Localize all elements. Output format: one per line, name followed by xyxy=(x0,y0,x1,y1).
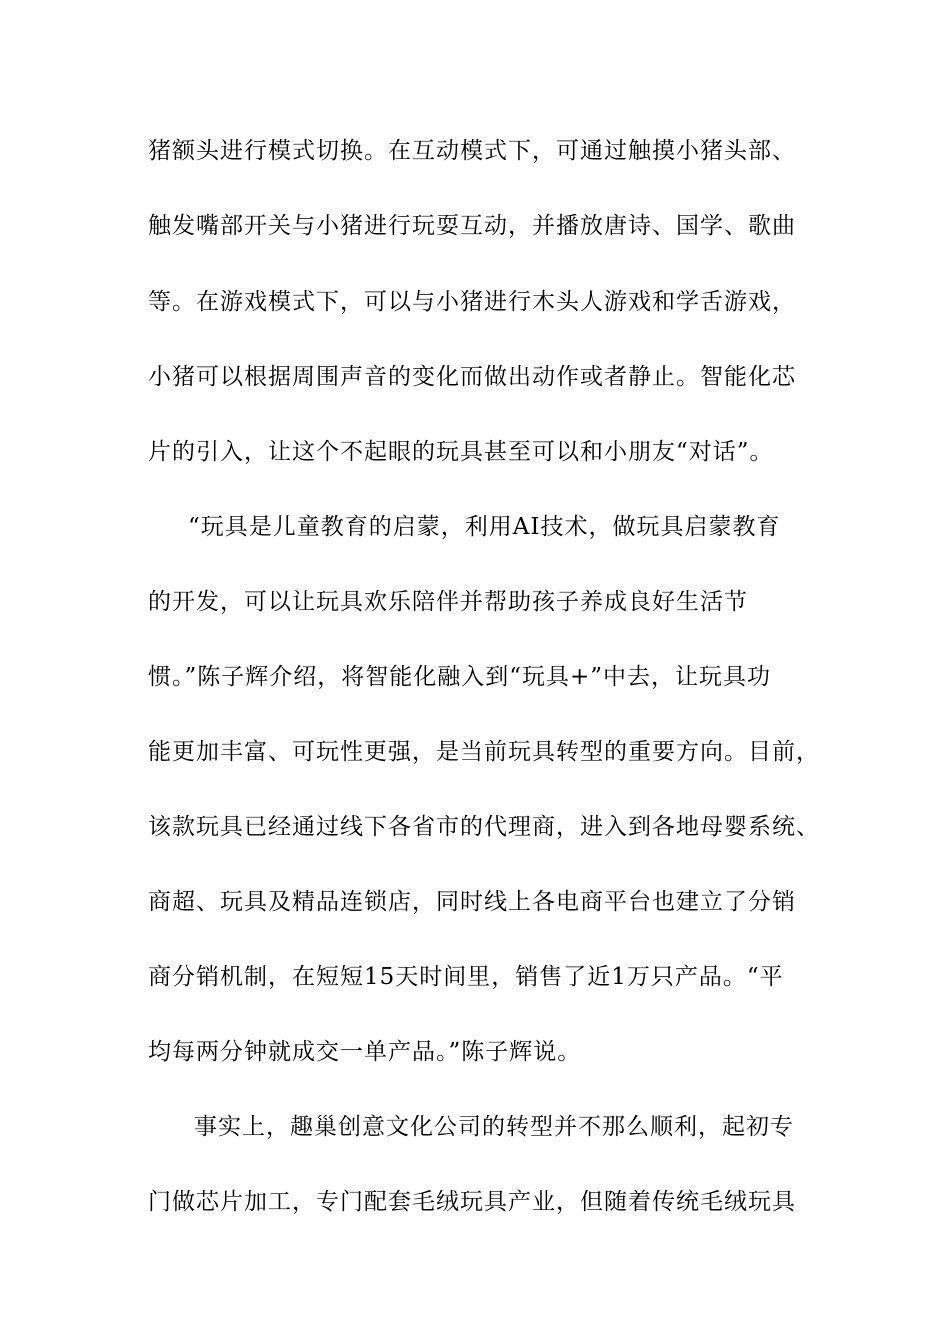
text-line: 片的引入，让这个不起眼的玩具甚至可以和小朋友“对话”。 xyxy=(148,439,774,465)
text-line: 触发嘴部开关与小猪进行玩耍互动，并播放唐诗、国学、歌曲 xyxy=(148,213,796,239)
text-line: 惯。”陈子辉介绍，将智能化融入到“玩具+”中去，让玩具功 xyxy=(148,664,772,690)
text-line: 小猪可以根据周围声音的变化而做出动作或者静止。智能化芯 xyxy=(148,364,796,390)
text-line: 等。在游戏模式下，可以与小猪进行木头人游戏和学舌游戏， xyxy=(148,289,796,315)
text-line: 的开发，可以让玩具欢乐陪伴并帮助孩子养成良好生活节 xyxy=(148,589,748,615)
text-line: 猪额头进行模式切换。在互动模式下，可通过触摸小猪头部、 xyxy=(148,138,796,164)
text-line: 商超、玩具及精品连锁店，同时线上各电商平台也建立了分销 xyxy=(148,889,796,915)
text-line: 该款玩具已经通过线下各省市的代理商，进入到各地母婴系统、 xyxy=(148,814,820,840)
text-line: 能更加丰富、可玩性更强，是当前玩具转型的重要方向。目前， xyxy=(148,739,820,765)
text-line: “玩具是儿童教育的启蒙，利用AI技术，做玩具启蒙教育 xyxy=(188,514,781,540)
text-line: 门做芯片加工，专门配套毛绒玩具产业，但随着传统毛绒玩具 xyxy=(148,1189,796,1215)
text-line: 事实上，趣巢创意文化公司的转型并不那么顺利，起初专 xyxy=(194,1114,794,1140)
text-line: 商分销机制，在短短15天时间里，销售了近1万只产品。“平 xyxy=(148,964,784,990)
text-line: 均每两分钟就成交一单产品。”陈子辉说。 xyxy=(148,1039,582,1065)
